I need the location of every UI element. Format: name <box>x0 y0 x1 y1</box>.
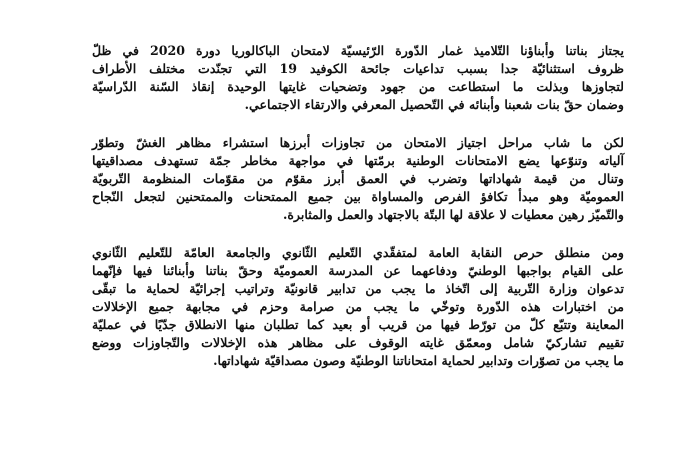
text-line: تدعوان وزارة التّربية إلى اتّخاذ ما يجب من تدابير قانونيّة وتراتيب إجرائيّة لحماية ما تبقّى <box>92 281 624 296</box>
paragraph-1 <box>92 42 624 114</box>
text-line: ما يجب من تصوّرات وتدابير لحماية امتحاناتنا الوطنيّة وصون مصداقيّة شهاداتها. <box>213 353 624 368</box>
text-line: العموميّة وهو مبدأ تكافؤ الفرص والمساواة بين جميع الممتحنات والممتحنين لتجعل النّجاح <box>92 189 624 204</box>
text-line: تقييم تشاركيّ شامل ومعمّق غايته الوقوف على مظاهر هذه الإخلالات والتّجاوزات ووضع <box>92 335 624 350</box>
text-line: ومن منطلق حرص النقابة العامة لمتفقّدي التّعليم الثّانوي والجامعة العامّة للتّعليم الثّانوي <box>92 245 624 260</box>
text-line: المعاينة وتتبّع كلّ من تورّط فيها من قريب أو بعيد كما تطلبان منها الانطلاق جدّيًا في عمليّة <box>92 317 624 332</box>
text-line: من اختبارات هذه الدّورة وتوخّي ما يجب من صرامة وحزم في مجابهة جميع الإخلالات <box>92 299 624 314</box>
text-line: وضمان حقّ بنات شعبنا وأبنائه في التّحصيل المعرفي والارتقاء الاجتماعي. <box>244 97 624 112</box>
text-line: وتنال من قيمة شهاداتها وتضرب في العمق أبرز مقوّم من مقوّمات المنظومة التّربويّة <box>92 171 624 186</box>
text-line: والتّميّز رهين معطيات لا علاقة لها البتّة بالاجتهاد والعمل والمثابرة. <box>282 207 624 222</box>
text-line: يجتاز بناتنا وأبناؤنا التّلاميذ غمار الدّورة الرّئيسيّة لامتحان الباكالوريا دورة 2020 في ظلّ <box>92 43 624 58</box>
text-line: ظروف استثنائيّة جدا بسبب تداعيات جائحة الكوفيد 19 التي تجنّدت مختلف الأطراف <box>92 61 624 76</box>
paragraph-spacer <box>92 114 624 134</box>
paragraph-2 <box>92 134 624 224</box>
document-body <box>92 42 624 370</box>
text-line: على القيام بواجبها الوطنيّ ودفاعهما عن المدرسة العموميّة وحقّ بناتنا وأبنائنا فيها فإنّهما <box>92 263 624 278</box>
paragraph-3 <box>92 244 624 370</box>
text-line: لتجاوزها وبذلت ما استطاعت من جهود وتضحيات غايتها الوحيدة إنقاذ السّنة الدّراسيّة <box>92 79 624 94</box>
text-line: آلياته وتنوّعها يضع الامتحانات الوطنية برمّتها في مواجهة مخاطر جمّة تستهدف مصداقيتها <box>92 153 624 168</box>
text-line: لكن ما شاب مراحل اجتياز الامتحان من تجاوزات أبرزها استشراء مظاهر الغشّ وتطوّر <box>92 135 624 150</box>
paragraph-spacer <box>92 224 624 244</box>
